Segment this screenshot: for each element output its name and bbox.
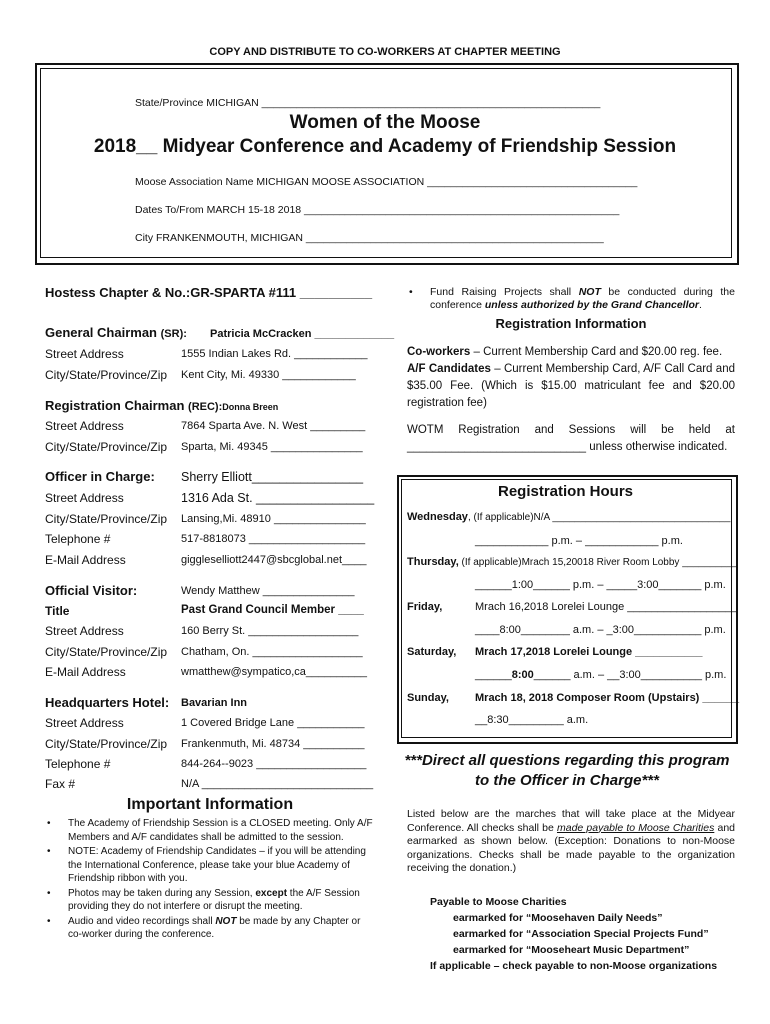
general-chairman-label [45,325,187,340]
earmark-item: earmarked for “Moosehaven Daily Needs” [453,912,663,924]
hostess-chapter [45,285,372,300]
visitor-title: Past Grand Council Member ____ [181,604,364,616]
rc-label-text: Registration Chairman [45,398,185,413]
officer-street: 1316 Ada St. _________________ [181,491,375,505]
sunday-time: __8:30_________ a.m. [475,714,589,726]
friday-label: Friday, [407,601,443,613]
hotel-phone-label: Telephone # [45,757,111,771]
hotel-label: Headquarters Hotel: [45,695,170,710]
visitor-street-label: Street Address [45,624,124,638]
important-item [45,845,375,886]
wednesday-line [407,511,730,523]
registration-hours-heading: Registration Hours [497,483,633,500]
wednesday-time: ____________ p.m. – ____________ p.m. [475,535,683,547]
marches-text: Listed below are the marches that will take place at the Midyear Conference. All checks shall be [407,808,735,834]
fund-text: Fund Raising Projects shall [430,286,579,298]
officer-city-label: City/State/Province/Zip [45,512,168,526]
form-title: Women of the Moose [289,112,481,133]
payable-moose-charities: made payable to Moose Charities [556,821,715,834]
saturday-label: Saturday, [407,646,457,658]
hostess-label: Hostess Chapter & No.: [45,285,191,300]
association-name-line: Moose Association Name MICHIGAN MOOSE ASSOCIATION ____________________________________ [135,176,638,188]
officer-name: Sherry Elliott________________ [181,470,364,484]
important-item-text: Photos may be taken during any Session, [68,887,256,899]
rc-city-value: Sparta, Mi. 49345 _______________ [181,441,363,453]
sunday-label: Sunday, [407,692,449,704]
hotel-street-label: Street Address [45,716,124,730]
fund-text: . [699,299,702,311]
visitor-title-label: Title [45,604,70,618]
visitor-email: wmatthew@sympatico,ca__________ [181,666,368,678]
af-candidates-text: – Current Membership Card, A/F Call Card and $35.00 Fee. (Which is $15.00 matriculant fee and $20.00 registration fee) [407,363,735,409]
important-item-text: be made by any Chapter or co-worker during the conference. [68,915,361,940]
coworkers-label: Co-workers [407,346,471,358]
wednesday-text: , (If applicable)N/A ________________________________ [467,512,731,523]
friday-text: Mrach 16,2018 Lorelei Lounge __________________ [475,601,738,613]
wotm-note: WOTM Registration and Sessions will be held at ____________________________ unless otherwise indicated. [407,424,735,453]
rc-street-label: Street Address [45,419,124,433]
officer-city: Lansing,Mi. 48910 _______________ [181,513,366,525]
important-list [45,817,375,943]
general-chairman-text: General Chairman [45,325,157,340]
hostess-value: GR-SPARTA #111 __________ [190,285,373,300]
state-province-line: State/Province MICHIGAN __________________________________________________________ [135,97,601,109]
registration-info-heading: Registration Information [495,316,647,331]
fund-raising-note [407,286,735,313]
sunday-text: Mrach 18, 2018 Composer Room (Upstairs) ______ [475,692,740,704]
general-chairman-name: Patricia McCracken _____________ [210,328,395,340]
coworkers-text: – Current Membership Card and $20.00 reg. fee. [470,346,723,358]
visitor-street: 160 Berry St. __________________ [181,625,359,637]
direct-questions-line2: to the Officer in Charge*** [475,772,659,789]
earmark-item: earmarked for “Association Special Projects Fund” [453,928,709,940]
saturday-time-start: 8:00 [511,669,534,681]
officer-email: giggleselliott2447@sbcglobal.net____ [181,554,367,566]
officer-phone: 517-8818073 ___________________ [181,533,366,545]
city-line: City FRANKENMOUTH, MICHIGAN ___________________________________________________ [135,232,604,244]
visitor-name: Wendy Matthew _______________ [181,585,355,597]
gc-street-label: Street Address [45,347,124,361]
marches-paragraph [407,808,735,876]
rc-code: (REC): [188,401,223,413]
non-moose-note: If applicable – check payable to non-Moose organizations [430,960,718,972]
visitor-email-label: E-Mail Address [45,665,126,679]
saturday-time-rest: ______ a.m. – __3:00__________ p.m. [533,669,727,681]
distribution-note: COPY AND DISTRIBUTE TO CO-WORKERS AT CHAPTER MEETING [209,46,561,58]
saturday-time-blank: ______ [475,669,512,681]
hotel-street: 1 Covered Bridge Lane ___________ [181,717,365,729]
payable-heading: Payable to Moose Charities [430,896,567,908]
hotel-name: Bavarian Inn [181,697,248,709]
visitor-city-label: City/State/Province/Zip [45,645,168,659]
officer-email-label: E-Mail Address [45,553,126,567]
thursday-time: ______1:00______ p.m. – _____3:00_______ p.m. [475,579,726,591]
hotel-fax-label: Fax # [45,777,76,791]
important-item-bold: except [255,887,288,899]
hotel-city: Frankenmuth, Mi. 48734 __________ [181,738,365,750]
important-item [45,915,375,942]
friday-time: ____8:00________ a.m. – _3:00___________ p.m. [475,624,726,636]
important-item-text: NOTE: Academy of Friendship Candidates – if you will be attending the International Conference, please take your blue Academy of Friendship ribbon with you. [68,846,366,884]
af-candidates-label: A/F Candidates [407,363,491,375]
general-chairman-code: (SR): [160,328,187,340]
registration-chairman-label [45,398,278,413]
officer-phone-label: Telephone # [45,532,111,546]
important-item [45,887,375,914]
hotel-city-label: City/State/Province/Zip [45,737,168,751]
rc-name: Donna Breen [222,402,279,412]
officer-street-label: Street Address [45,491,124,505]
rc-street-value: 7864 Sparta Ave. N. West _________ [181,420,366,432]
wednesday-label: Wednesday [407,511,468,523]
rc-city-label: City/State/Province/Zip [45,440,168,454]
visitor-label: Official Visitor: [45,583,138,598]
visitor-city: Chatham, On. __________________ [181,646,363,658]
earmark-item: earmarked for “Mooseheart Music Department” [453,944,690,956]
gc-city-label: City/State/Province/Zip [45,368,168,382]
thursday-label: Thursday, [407,556,459,568]
direct-questions-line1: ***Direct all questions regarding this program [404,752,730,769]
fund-not: NOT [578,286,601,298]
dates-line: Dates To/From MARCH 15-18 2018 ______________________________________________________ [135,204,620,216]
fund-raising-item [407,286,735,312]
saturday-text: Mrach 17,2018 Lorelei Lounge ___________ [475,646,703,658]
marches-text: and earmarked as shown below. (Exception: Donations to non-Moose organizations. Checks shall be made payable to the organization receiving the donation.) [407,821,735,874]
important-item [45,817,375,844]
fund-text: be conducted during the conference [430,286,735,311]
officer-label: Officer in Charge: [45,469,155,484]
hotel-fax: N/A ____________________________ [181,778,374,790]
important-item-text: Audio and video recordings shall [68,915,216,927]
saturday-time [475,669,726,681]
thursday-text: (If applicable)Mrach 15,20018 River Room Lobby __________ [458,557,738,568]
gc-city-value: Kent City, Mi. 49330 ____________ [181,369,356,381]
thursday-line [407,556,738,568]
payable-list [430,894,717,974]
important-item-text: The Academy of Friendship Session is a CLOSED meeting. Only A/F Members and A/F candidates shall be admitted to the session. [68,818,373,843]
fund-authorized: unless authorized by the Grand Chancellor [484,299,699,311]
hotel-phone: 844-264--9023 __________________ [181,758,367,770]
important-heading: Important Information [126,796,294,813]
important-item-text: the A/F Session providing they do not interfere or disrupt the meeting. [68,887,360,912]
registration-info-body [407,344,735,412]
form-subtitle: 2018__ Midyear Conference and Academy of Friendship Session [93,136,677,157]
important-item-bold: NOT [215,915,237,927]
gc-street-value: 1555 Indian Lakes Rd. ____________ [181,348,368,360]
